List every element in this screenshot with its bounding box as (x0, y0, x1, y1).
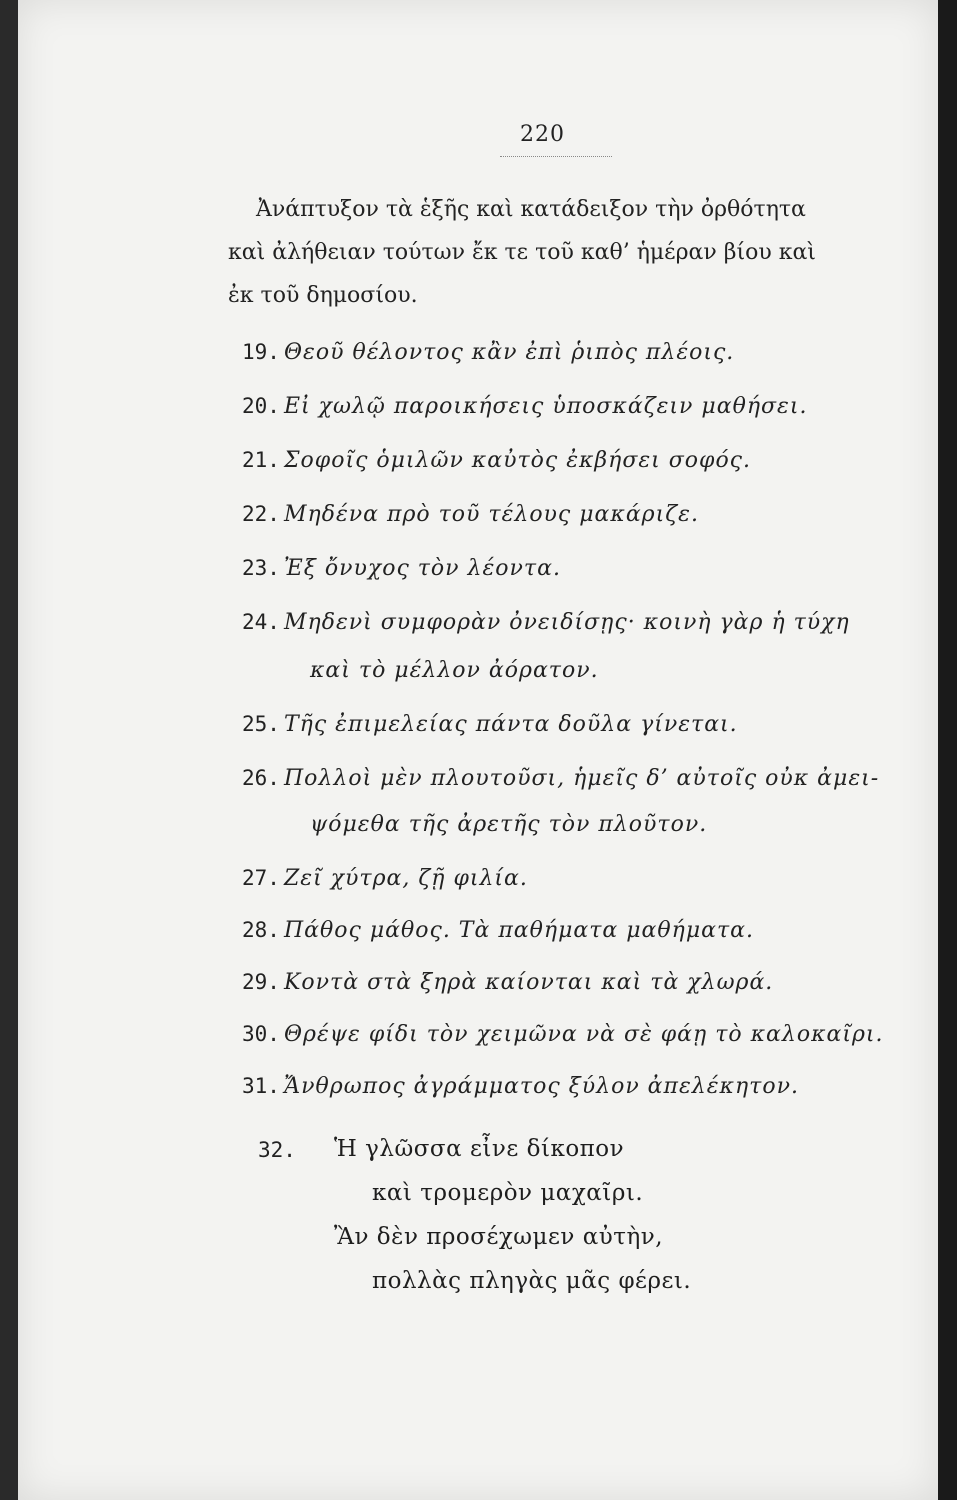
page-number: 220 (520, 122, 565, 147)
proverb-19: 19. Θεοῦ θέλοντος κἂν ἐπὶ ῥιπὸς πλέοις. (242, 340, 735, 365)
intro-line-3: ἐκ τοῦ δημοσίου. (228, 283, 418, 308)
poem-line-1: Ἡ γλῶσσα εἶνε δίκοπον (334, 1136, 625, 1162)
proverb-26: 26. Πολλοὶ μὲν πλουτοῦσι, ἡμεῖς δ’ αὐτοῖς οὐκ ἀμει- (242, 766, 880, 791)
proverb-28: 28. Πάθος μάθος. Τὰ παθήματα μαθήματα. (242, 918, 754, 943)
proverb-20: 20. Εἰ χωλῷ παροικήσεις ὑποσκάζειν μαθήσει. (242, 394, 808, 419)
proverb-30: 30. Θρέψε φίδι τὸν χειμῶνα νὰ σὲ φάῃ τὸ καλοκαῖρι. (242, 1022, 884, 1047)
poem-line-2: καὶ τρομερὸν μαχαῖρι. (372, 1180, 644, 1206)
proverb-25: 25. Τῆς ἐπιμελείας πάντα δοῦλα γίνεται. (242, 712, 738, 737)
proverb-23: 23. Ἐξ ὄνυχος τὸν λέοντα. (242, 556, 561, 581)
intro-line-1: Ἀνάπτυξον τὰ ἑξῆς καὶ κατάδειξον τὴν ὀρθότητα (256, 197, 806, 222)
intro-line-2: καὶ ἀλήθειαν τούτων ἔκ τε τοῦ καθ’ ἡμέραν βίου καὶ (228, 240, 816, 265)
scan-right-edge (938, 0, 957, 1500)
poem-line-4: πολλὰς πληγὰς μᾶς φέρει. (372, 1268, 692, 1294)
proverb-29: 29. Κοντὰ στὰ ξηρὰ καίονται καὶ τὰ χλωρά. (242, 970, 774, 995)
poem-number: 32. (258, 1138, 296, 1162)
scan-left-edge (0, 0, 18, 1500)
header-rule (500, 156, 612, 157)
intro-paragraph (228, 188, 908, 317)
proverb-24-continuation: καὶ τὸ μέλλον ἀόρατον. (310, 658, 599, 683)
proverb-21: 21. Σοφοῖς ὁμιλῶν καὐτὸς ἐκβήσει σοφός. (242, 448, 751, 473)
proverb-24: 24. Μηδενὶ συμφορὰν ὀνειδίσῃς· κοινὴ γὰρ ἡ τύχη (242, 610, 850, 635)
proverb-22: 22. Μηδένα πρὸ τοῦ τέλους μακάριζε. (242, 502, 699, 527)
proverb-27: 27. Ζεῖ χύτρα, ζῇ φιλία. (242, 866, 528, 891)
proverb-26-continuation: ψόμεθα τῆς ἀρετῆς τὸν πλοῦτον. (310, 812, 708, 837)
proverb-31: 31. Ἄνθρωπος ἀγράμματος ξύλον ἀπελέκητον. (242, 1074, 799, 1099)
poem-line-3: Ἂν δὲν προσέχωμεν αὐτὴν, (334, 1224, 664, 1250)
